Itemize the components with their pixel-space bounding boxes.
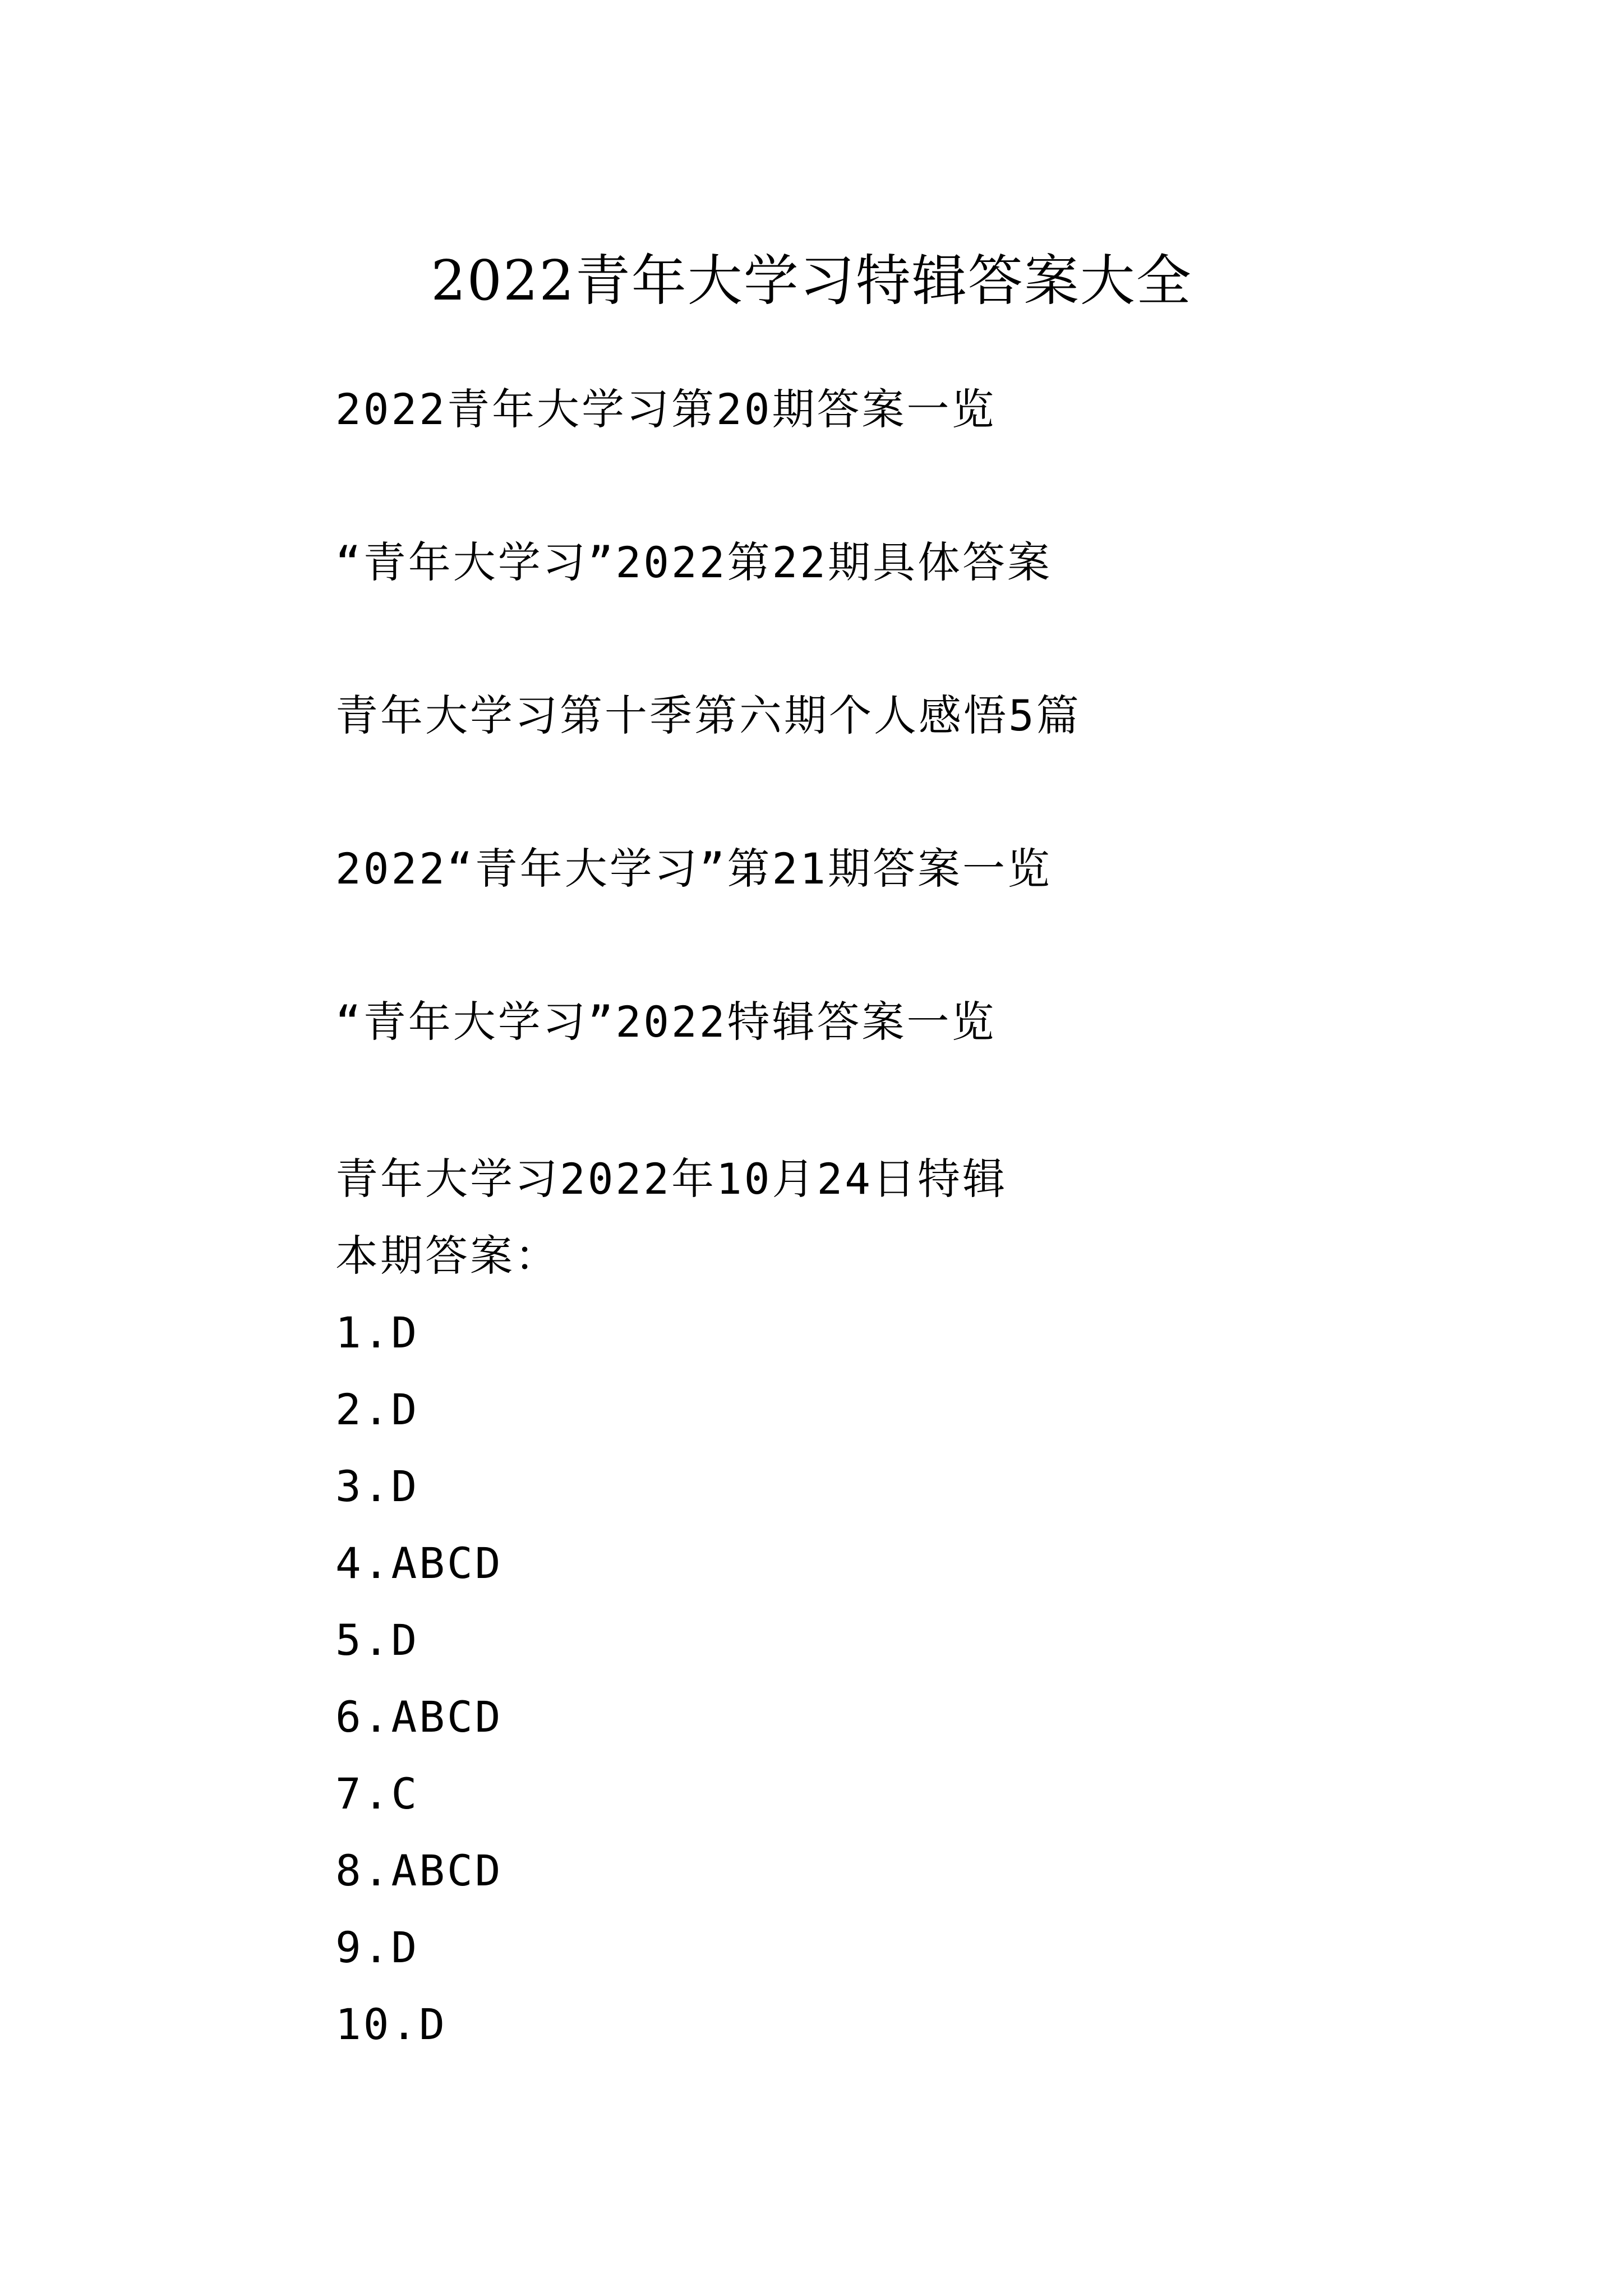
answer-item: 6.ABCD [335,1692,503,1742]
answers-label: 本期答案： [335,1231,560,1281]
answer-item: 2.D [335,1384,419,1434]
article-link-issue-21[interactable]: 2022“青年大学习”第21期答案一览 [335,844,1053,894]
answer-item: 8.ABCD [335,1846,503,1895]
article-link-special[interactable]: “青年大学习”2022特辑答案一览 [335,997,997,1047]
article-link-issue-20[interactable]: 2022青年大学习第20期答案一览 [335,384,997,434]
answers-list [335,1305,1457,2053]
answer-item: 7.C [335,1769,419,1819]
answer-item: 5.D [335,1615,419,1665]
section-heading: 青年大学习2022年10月24日特辑 [335,1154,1008,1204]
answer-item: 3.D [335,1461,419,1511]
answer-item: 9.D [335,1922,419,1972]
answer-item: 4.ABCD [335,1538,503,1588]
answer-item: 1.D [335,1308,419,1358]
page-title: 2022青年大学习特辑答案大全 [431,249,1192,313]
article-link-reflections[interactable]: 青年大学习第十季第六期个人感悟5篇 [335,691,1081,740]
article-link-issue-22[interactable]: “青年大学习”2022第22期具体答案 [335,537,1053,587]
answer-item: 10.D [335,1999,448,2049]
answers-section [335,1151,1457,2073]
article-link-list [335,381,1457,1147]
